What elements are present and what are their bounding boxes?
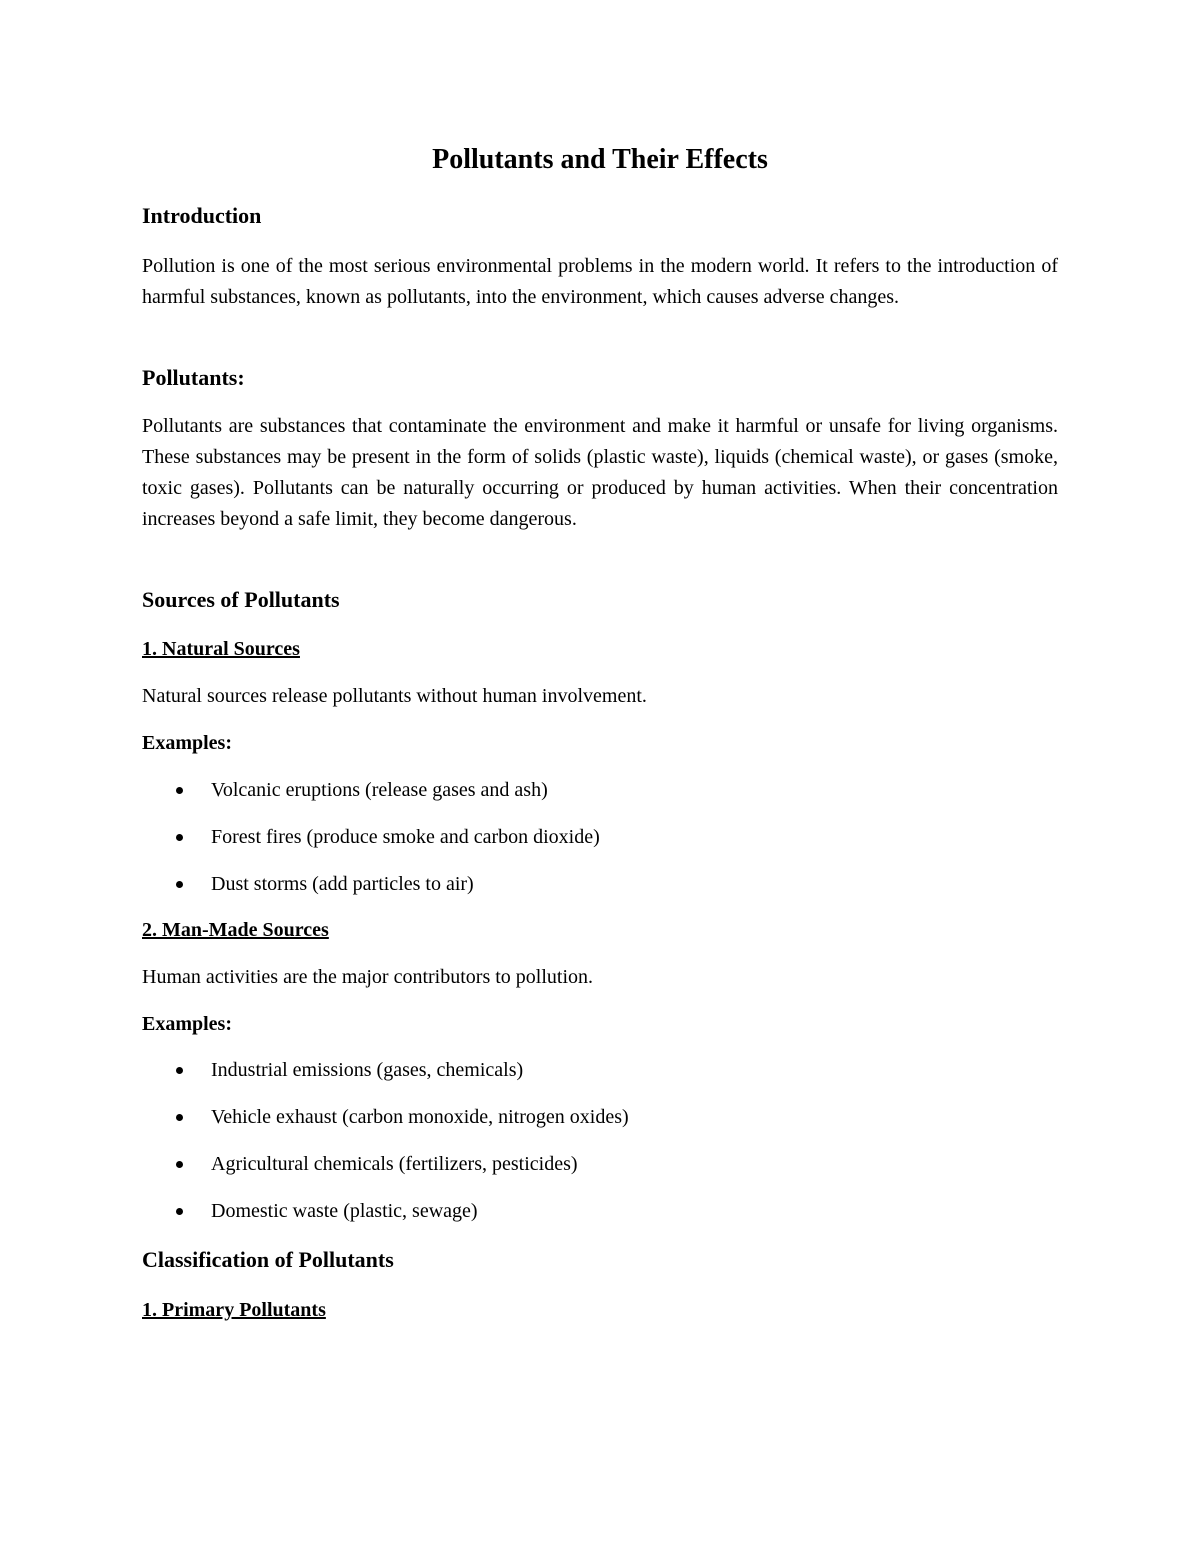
- list-item-text: Agricultural chemicals (fertilizers, pesticides): [211, 1153, 578, 1175]
- man-made-examples-label: Examples:: [142, 1013, 232, 1035]
- list-item-text: Vehicle exhaust (carbon monoxide, nitrogen oxides): [211, 1106, 629, 1128]
- sources-heading: Sources of Pollutants: [142, 587, 340, 612]
- list-item: [142, 777, 1058, 824]
- list-item-text: Dust storms (add particles to air): [211, 873, 474, 895]
- natural-examples-label: Examples:: [142, 732, 232, 754]
- document-title: Pollutants and Their Effects: [432, 144, 768, 175]
- classification-heading: Classification of Pollutants: [142, 1247, 394, 1272]
- pollutants-paragraph: Pollutants are substances that contaminate the environment and make it harmful or unsafe for living organisms. These substances may be present in the form of solids (plastic waste), liquids (chemical waste), or gases (smoke, toxic gases). Pollutants can be naturally occurring or produced by human activities. When their concentration increases beyond a safe limit, they become dangerous.: [142, 415, 1058, 530]
- bullet-icon: [176, 1114, 183, 1121]
- bullet-icon: [176, 1161, 183, 1168]
- primary-pollutants-heading: 1. Primary Pollutants: [142, 1299, 326, 1321]
- natural-sources-heading: 1. Natural Sources: [142, 638, 300, 660]
- bullet-icon: [176, 881, 183, 888]
- bullet-icon: [176, 1208, 183, 1215]
- list-item: [142, 1198, 1058, 1245]
- natural-sources-text: Natural sources release pollutants without human involvement.: [142, 685, 647, 707]
- bullet-icon: [176, 1067, 183, 1074]
- bullet-icon: [176, 787, 183, 794]
- list-item-text: Domestic waste (plastic, sewage): [211, 1200, 478, 1222]
- list-item: [142, 824, 1058, 871]
- list-item: [142, 1151, 1058, 1198]
- bullet-icon: [176, 834, 183, 841]
- man-made-examples-list: [142, 1057, 1058, 1245]
- introduction-paragraph: Pollution is one of the most serious environmental problems in the modern world. It refers to the introduction of harmful substances, known as pollutants, into the environment, which causes adverse changes.: [142, 255, 1058, 308]
- list-item-text: Forest fires (produce smoke and carbon dioxide): [211, 826, 600, 848]
- list-item-text: Volcanic eruptions (release gases and ash): [211, 779, 548, 801]
- man-made-sources-heading: 2. Man-Made Sources: [142, 919, 329, 941]
- list-item: [142, 1104, 1058, 1151]
- man-made-sources-text: Human activities are the major contributors to pollution.: [142, 966, 594, 988]
- pollutants-heading: Pollutants:: [142, 365, 245, 390]
- list-item-text: Industrial emissions (gases, chemicals): [211, 1059, 524, 1081]
- list-item: [142, 1057, 1058, 1104]
- natural-examples-list: [142, 777, 1058, 918]
- introduction-heading: Introduction: [142, 203, 262, 228]
- list-item: [142, 871, 1058, 918]
